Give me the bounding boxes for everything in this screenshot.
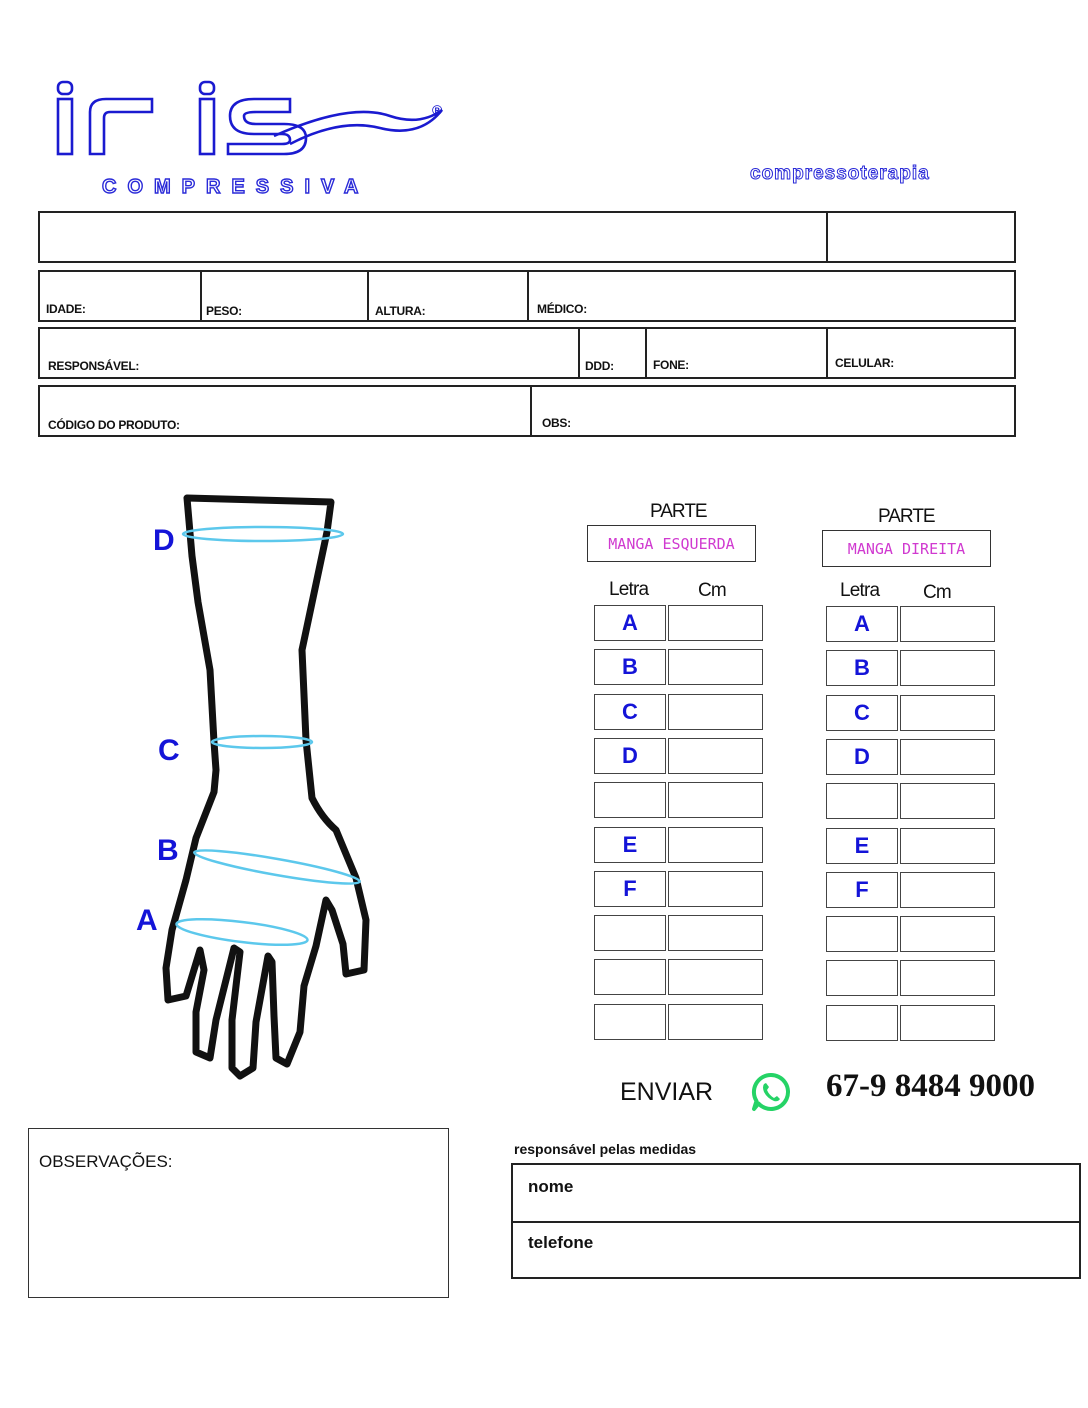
cm-cell-left-4[interactable]	[668, 738, 763, 774]
cm-cell-left-7[interactable]	[668, 871, 763, 907]
measure-b-ring	[193, 845, 361, 890]
col-letra-left: Letra	[609, 579, 649, 600]
letra-cell-left-8[interactable]	[594, 915, 666, 951]
arm-letter-a: A	[136, 904, 158, 937]
idade-field[interactable]	[40, 272, 202, 320]
cm-cell-left-6[interactable]	[668, 827, 763, 863]
cm-cell-right-5[interactable]	[900, 783, 995, 819]
brand-tagline: compressoterapia	[750, 163, 930, 184]
arm-diagram	[0, 480, 420, 1100]
cm-cell-right-4[interactable]	[900, 739, 995, 775]
col-cm-right: Cm	[923, 582, 951, 603]
cm-cell-right-6[interactable]	[900, 828, 995, 864]
peso-label: PESO:	[206, 304, 242, 318]
cm-cell-right-3[interactable]	[900, 695, 995, 731]
whatsapp-icon[interactable]	[750, 1072, 792, 1112]
cm-cell-right-7[interactable]	[900, 872, 995, 908]
responsavel-medidas-title: responsável pelas medidas	[514, 1141, 697, 1157]
fone-label: FONE:	[653, 358, 689, 372]
nome-label: nome	[528, 1177, 574, 1196]
cm-cell-left-1[interactable]	[668, 605, 763, 641]
product-row	[38, 385, 1016, 437]
codigo-label: CÓDIGO DO PRODUTO:	[48, 418, 180, 432]
responsavel-medidas-box	[511, 1163, 1081, 1279]
fone-field[interactable]	[647, 329, 828, 377]
responsavel-label: RESPONSÁVEL:	[48, 359, 140, 373]
iris-logo-icon	[50, 72, 450, 167]
letra-cell-right-6[interactable]: E	[826, 828, 898, 864]
letra-cell-left-10[interactable]	[594, 1004, 666, 1040]
altura-field[interactable]	[369, 272, 529, 320]
part-left-box[interactable]: MANGA ESQUERDA	[587, 525, 756, 562]
responsavel-field[interactable]	[40, 329, 580, 377]
contact-row	[38, 327, 1016, 379]
brand-subtitle: COMPRESSIVA	[102, 176, 370, 198]
arm-letter-b: B	[157, 834, 179, 867]
letra-cell-left-9[interactable]	[594, 959, 666, 995]
enviar-label: ENVIAR	[620, 1078, 714, 1106]
phone-number: 67-9 8484 9000	[826, 1068, 1035, 1104]
letra-cell-right-7[interactable]: F	[826, 872, 898, 908]
letra-cell-right-2[interactable]: B	[826, 650, 898, 686]
celular-field[interactable]	[828, 329, 1014, 377]
letra-cell-left-5[interactable]	[594, 782, 666, 818]
name-row	[38, 211, 1016, 263]
observacoes-box[interactable]	[28, 1128, 449, 1298]
altura-label: ALTURA:	[375, 304, 426, 318]
celular-label: CELULAR:	[835, 356, 894, 370]
ddd-field[interactable]	[580, 329, 647, 377]
name-field[interactable]	[40, 213, 828, 261]
cm-cell-left-5[interactable]	[668, 782, 763, 818]
codigo-field[interactable]	[40, 387, 532, 435]
cm-cell-left-8[interactable]	[668, 915, 763, 951]
cm-cell-right-8[interactable]	[900, 916, 995, 952]
cm-cell-right-10[interactable]	[900, 1005, 995, 1041]
obs-field[interactable]	[532, 387, 1014, 435]
telefone-field[interactable]	[513, 1223, 1079, 1277]
letra-cell-left-6[interactable]: E	[594, 827, 666, 863]
parte-left-title: PARTE	[650, 501, 707, 522]
peso-field[interactable]	[202, 272, 369, 320]
measure-c-ring	[212, 736, 312, 748]
patient-row	[38, 270, 1016, 322]
cm-cell-right-2[interactable]	[900, 650, 995, 686]
part-right-box[interactable]: MANGA DIREITA	[822, 530, 991, 567]
letra-cell-right-8[interactable]	[826, 916, 898, 952]
letra-cell-right-9[interactable]	[826, 960, 898, 996]
idade-label: IDADE:	[46, 302, 86, 316]
letra-cell-right-5[interactable]	[826, 783, 898, 819]
nome-field[interactable]	[513, 1165, 1079, 1221]
measure-a-ring	[175, 914, 308, 950]
letra-cell-right-3[interactable]: C	[826, 695, 898, 731]
ddd-label: DDD:	[585, 359, 614, 373]
cm-cell-left-2[interactable]	[668, 649, 763, 685]
letra-cell-left-2[interactable]: B	[594, 649, 666, 685]
observacoes-label: OBSERVAÇÕES:	[39, 1152, 173, 1171]
arm-letter-c: C	[158, 734, 180, 767]
cm-cell-right-9[interactable]	[900, 960, 995, 996]
cm-cell-left-10[interactable]	[668, 1004, 763, 1040]
brand-logo	[50, 72, 450, 167]
medico-field[interactable]	[529, 272, 1014, 320]
parte-right-title: PARTE	[878, 506, 935, 527]
obs-label: OBS:	[542, 416, 571, 430]
cm-cell-right-1[interactable]	[900, 606, 995, 642]
letra-cell-right-10[interactable]	[826, 1005, 898, 1041]
letra-cell-left-3[interactable]: C	[594, 694, 666, 730]
letra-cell-left-4[interactable]: D	[594, 738, 666, 774]
col-cm-left: Cm	[698, 580, 726, 601]
brand-name	[50, 72, 51, 73]
letra-cell-right-4[interactable]: D	[826, 739, 898, 775]
letra-cell-left-1[interactable]: A	[594, 605, 666, 641]
arm-letter-d: D	[153, 524, 175, 557]
letra-cell-right-1[interactable]: A	[826, 606, 898, 642]
cm-cell-left-9[interactable]	[668, 959, 763, 995]
col-letra-right: Letra	[840, 580, 880, 601]
measure-d-ring	[183, 527, 343, 541]
cm-cell-left-3[interactable]	[668, 694, 763, 730]
telefone-label: telefone	[528, 1233, 594, 1252]
id-field[interactable]	[828, 213, 1014, 261]
registered-mark: ®	[432, 102, 443, 118]
medico-label: MÉDICO:	[537, 302, 587, 316]
letra-cell-left-7[interactable]: F	[594, 871, 666, 907]
